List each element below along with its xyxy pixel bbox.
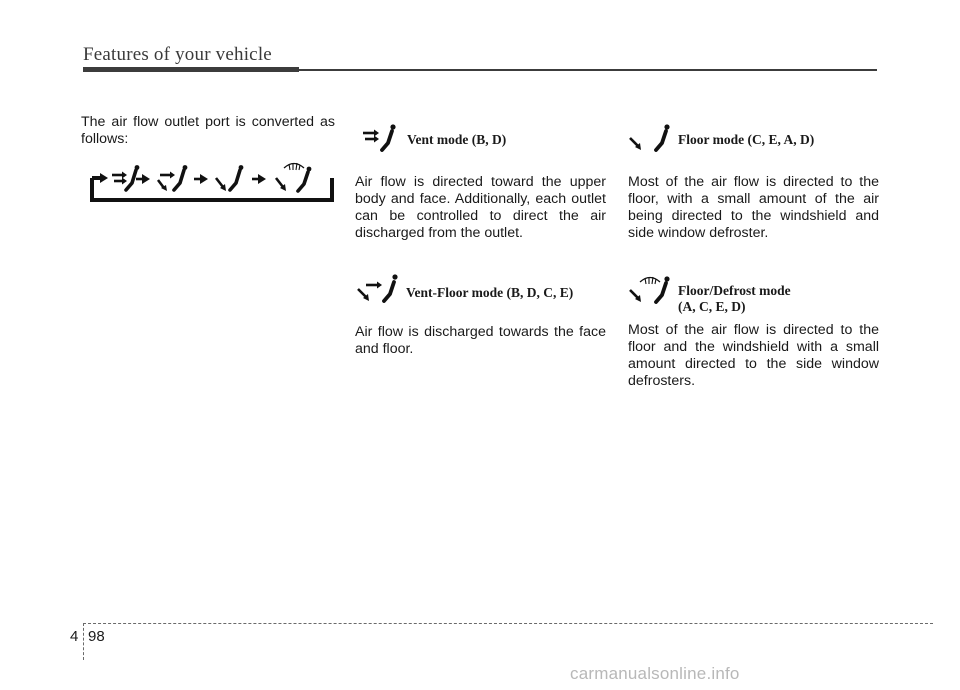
- floor-mode-icon: [628, 124, 676, 152]
- watermark: carmanualsonline.info: [570, 664, 740, 683]
- vent-floor-mode-heading-label: Vent-Floor mode (B, D, C, E): [406, 285, 574, 300]
- vent-mode-text: Air flow is directed toward the upper body and face. Additionally, each outlet can be controlled to direct the air discharged from the outlet.: [355, 174, 606, 241]
- footer-divider: [83, 623, 84, 660]
- floor-mode-heading-label: Floor mode (C, E, A, D): [678, 132, 815, 147]
- header-rule-thick: [83, 67, 299, 72]
- page-header-title: Features of your vehicle: [83, 44, 272, 65]
- floor-defrost-mode-heading-label: Floor/Defrost mode (A, C, E, D): [678, 283, 791, 314]
- floor-defrost-mode-text: Most of the air flow is directed to the floor and the windshield with a small amount directed to the side window defrosters.: [628, 322, 879, 389]
- floor-mode-icon: [216, 165, 243, 191]
- floor-defrost-mode-icon: [628, 272, 676, 306]
- vent-mode-icon: [112, 165, 139, 190]
- chapter-number: 4: [70, 628, 79, 645]
- floor-mode-text: Most of the air flow is directed to the floor, with a small amount of the air being directed to the windshield and side window defroster.: [628, 174, 879, 241]
- floor-mode-heading: [628, 124, 814, 152]
- intro-text: The air flow outlet port is converted as follows:: [81, 114, 335, 147]
- vent-floor-mode-text: Air flow is discharged towards the face and floor.: [355, 324, 606, 357]
- floor-defrost-mode-icon: [276, 163, 311, 191]
- vent-mode-heading: [361, 124, 506, 152]
- mode-sequence-diagram: [86, 160, 336, 204]
- page-number: 98: [88, 628, 105, 645]
- vent-mode-icon: [361, 124, 401, 152]
- floor-defrost-mode-heading: [628, 272, 791, 315]
- footer-rule: [83, 623, 933, 624]
- vent-floor-mode-heading: [356, 273, 573, 303]
- vent-floor-mode-icon: [158, 165, 187, 191]
- vent-mode-heading-label: Vent mode (B, D): [407, 132, 507, 147]
- vent-floor-mode-icon: [356, 273, 402, 303]
- header-rule-thin: [299, 69, 877, 71]
